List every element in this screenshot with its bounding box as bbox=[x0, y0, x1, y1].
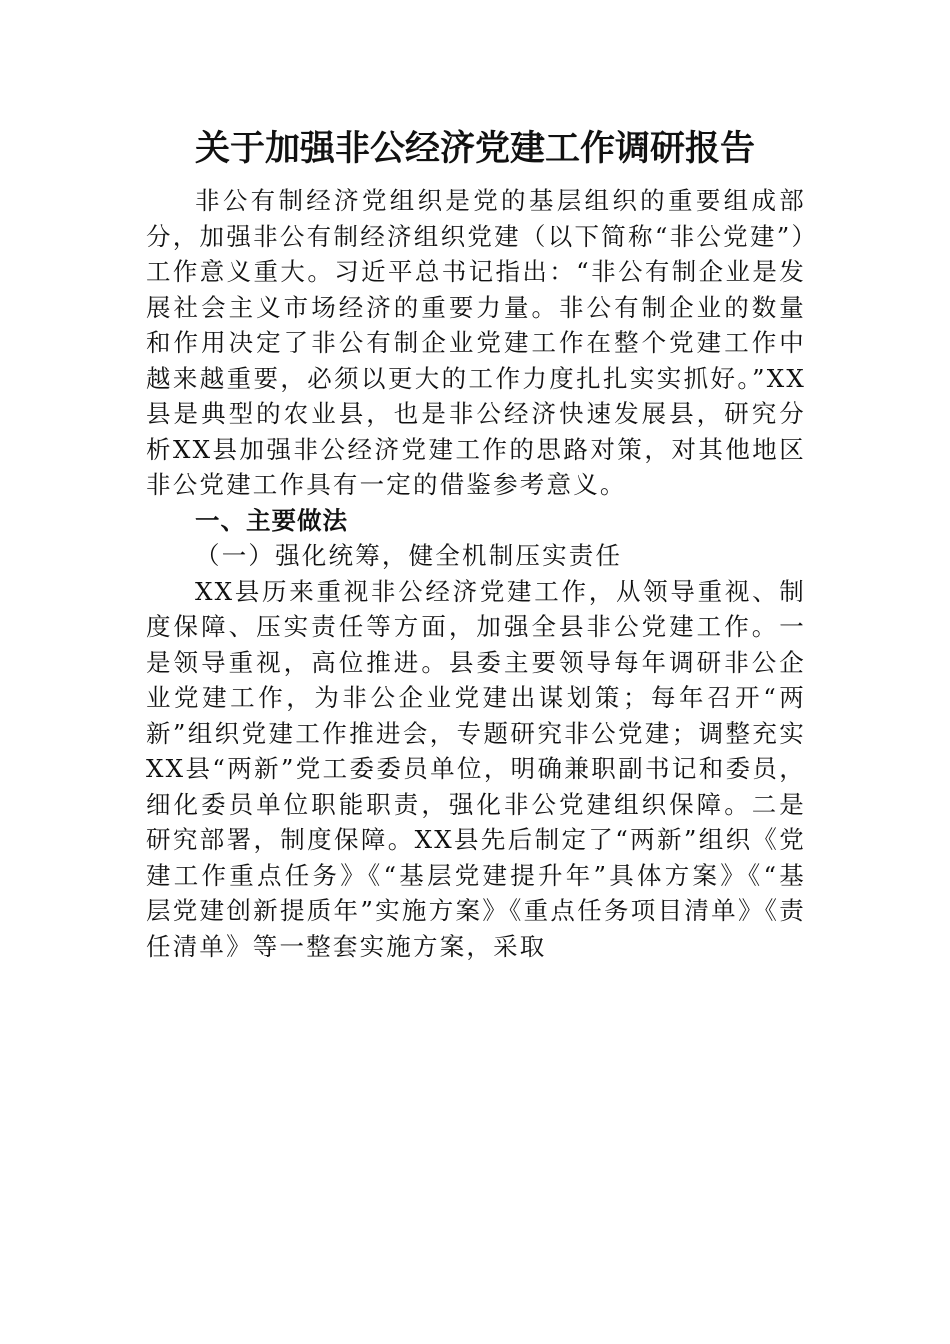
section-body-paragraph: XX县历来重视非公经济党建工作，从领导重视、制度保障、压实责任等方面，加强全县非公党建工作。一是领导重视，高位推进。县委主要领导每年调研非公企业党建工作，为非公企业党建出谋划策；每年召开“两新”组织党建工作推进会，专题研究非公党建；调整充实XX县“两新”党工委委员单位，明确兼职副书记和委员，细化委员单位职能职责，强化非公党建组织保障。二是研究部署，制度保障。XX县先后制定了“两新”组织《党建工作重点任务》《“基层党建提升年”具体方案》《“基层党建创新提质年”实施方案》《重点任务项目清单》《责任清单》等一整套实施方案，采取 bbox=[146, 576, 806, 961]
intro-paragraph: 非公有制经济党组织是党的基层组织的重要组成部分，加强非公有制经济组织党建（以下简称“非公党建”）工作意义重大。习近平总书记指出：“非公有制企业是发展社会主义市场经济的重要力量。非公有制企业的数量和作用决定了非公有制企业党建工作在整个党建工作中越来越重要，必须以更大的工作力度扎扎实实抓好。”XX县是典型的农业县，也是非公经济快速发展县，研究分析XX县加强非公经济党建工作的思路对策，对其他地区非公党建工作具有一定的借鉴参考意义。 bbox=[146, 186, 806, 499]
document-title: 关于加强非公经济党建工作调研报告 bbox=[194, 128, 755, 169]
subsection-heading-coordination: （一）强化统筹，健全机制压实责任 bbox=[195, 541, 623, 570]
document-body bbox=[146, 183, 806, 964]
section-heading-main-practices: 一、主要做法 bbox=[195, 505, 348, 535]
